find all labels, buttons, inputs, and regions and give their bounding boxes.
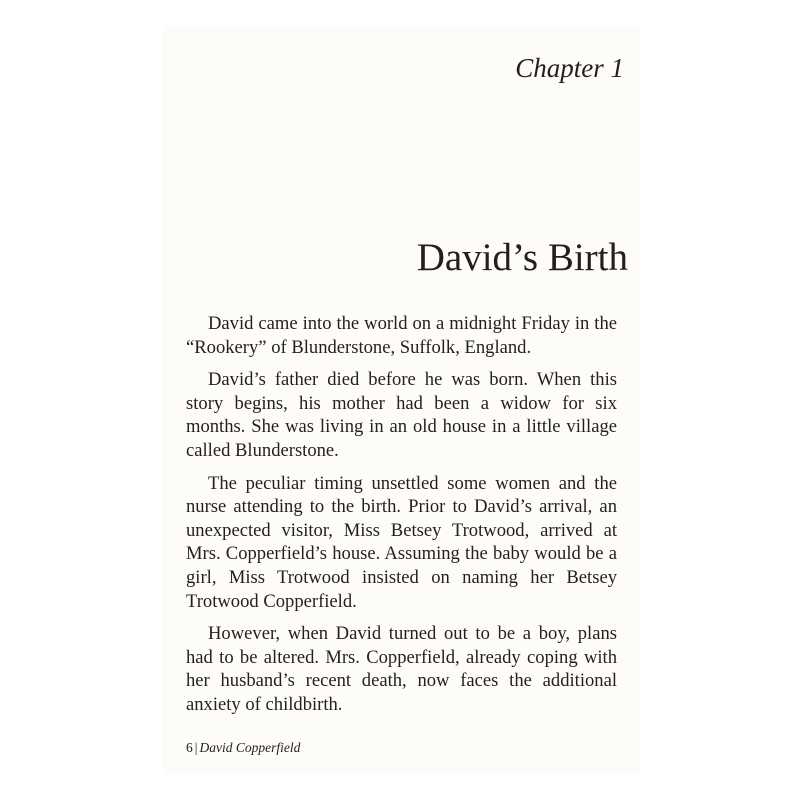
page-footer	[186, 739, 300, 757]
paragraph-2: David’s father died before he was born. When this story begins, his mother had been a widow for six months. She was living in an old house in a little village called Blunderstone.	[186, 369, 617, 461]
book-page	[162, 26, 640, 774]
paragraph-1: David came into the world on a midnight Friday in the “Rookery” of Blunderstone, Suffolk, England.	[186, 313, 617, 358]
paragraph-4: However, when David turned out to be a boy, plans had to be altered. Mrs. Copperfield, already coping with her husband’s recent death, now faces the additional anxiety of childbirth.	[186, 623, 617, 715]
body-text	[186, 312, 617, 726]
chapter-label: Chapter 1	[515, 53, 624, 83]
running-title: David Copperfield	[199, 740, 301, 755]
page-number: 6	[186, 740, 193, 755]
chapter-title: David’s Birth	[416, 236, 628, 279]
footer-separator: |	[194, 740, 198, 755]
paragraph-3: The peculiar timing unsettled some women and the nurse attending to the birth. Prior to David’s arrival, an unexpected visitor, Miss Betsey Trotwood, arrived at Mrs. Copperfield’s house. Assuming the baby would be a girl, Miss Trotwood insisted on naming her Betsey Trotwood Copperfield.	[186, 472, 617, 612]
